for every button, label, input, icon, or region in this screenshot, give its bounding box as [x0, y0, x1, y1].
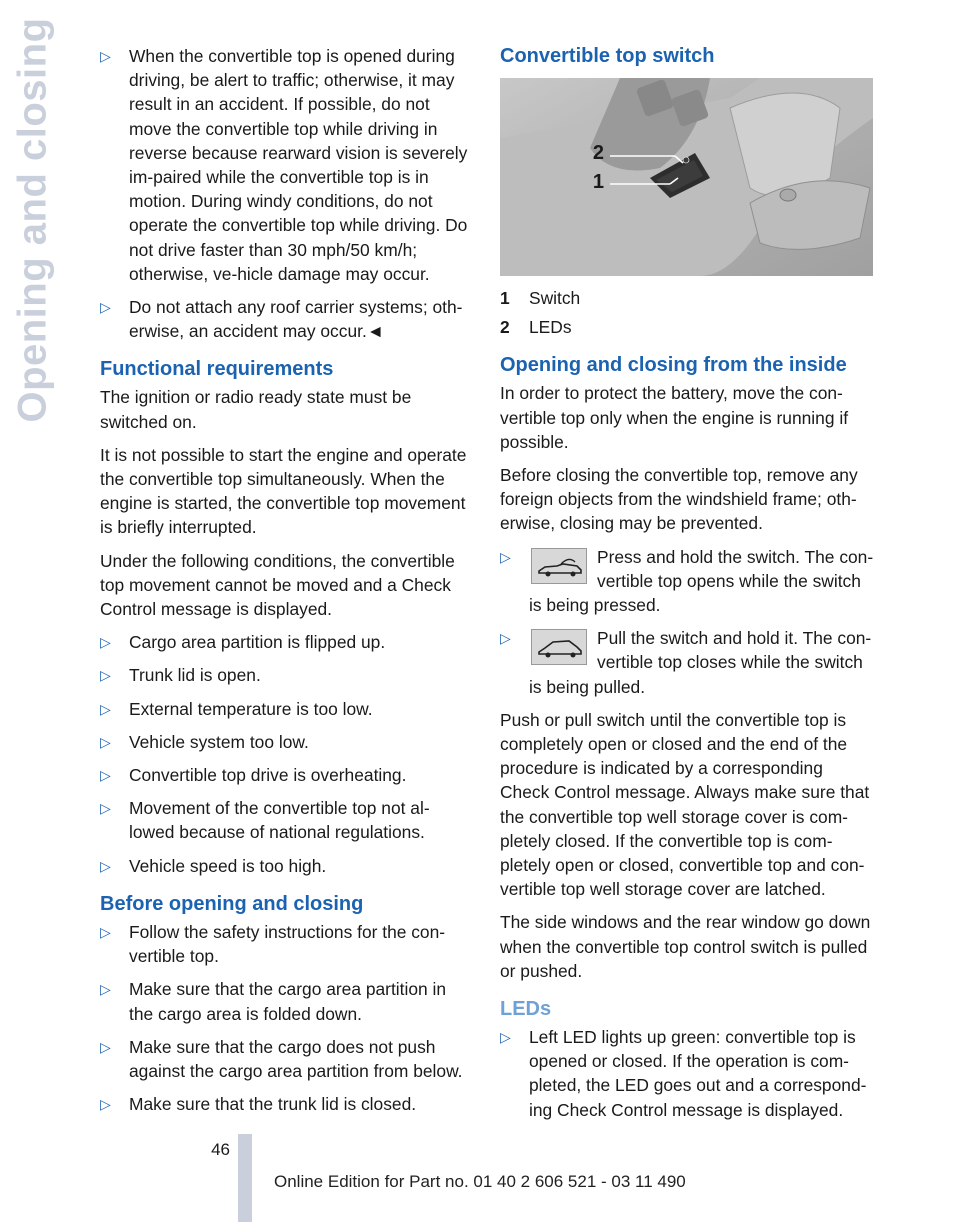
conditions-list [100, 630, 474, 878]
bullet-triangle-icon: ▷ [100, 733, 111, 750]
bullet-triangle-icon: ▷ [100, 800, 111, 817]
paragraph: The side windows and the rear window go down when the convertible top control switch is pulled or pushed. [500, 912, 871, 981]
left-column [100, 44, 474, 1125]
bullet-triangle-icon: ▷ [100, 923, 111, 940]
list-item: ▷ External temperature is too low. [100, 697, 474, 721]
bullet-triangle-icon: ▷ [500, 548, 511, 565]
paragraph: Under the following conditions, the convertible top movement cannot be moved and a Check Control message is displayed. [100, 550, 455, 620]
paragraph: Push or pull switch until the convertible top is completely open or closed and the end of the procedure is indicated by a corresponding Check Control message. Always make sure that the convertible top well storage cover is com-pletely closed. If the convertible top is com-pletely open or closed, convertible top and con-vertible top well storage cover are latched. [500, 709, 870, 900]
bullet-triangle-icon: ▷ [100, 857, 111, 874]
warning-list [100, 44, 474, 343]
bullet-triangle-icon: ▷ [100, 48, 111, 64]
convertible-top-switch-heading: Convertible top switch [500, 45, 715, 67]
legend-item: 1 Switch [500, 288, 581, 308]
photo-label-2: 2 [592, 142, 604, 164]
before-opening-heading: Before opening and closing [100, 892, 364, 915]
bullet-triangle-icon: ▷ [100, 981, 111, 998]
list-item: ▷ Left LED lights up green: convertible top is opened or closed. If the operation is com-pleted, the LED goes out and a correspond-ing Check Control message is displayed. [500, 1027, 867, 1120]
list-item: ▷ Cargo area partition is flipped up. [100, 630, 474, 654]
paragraph: The ignition or radio ready state must be switched on. [100, 387, 412, 432]
bullet-triangle-icon: ▷ [100, 700, 111, 717]
legend-item: 2 LEDs [500, 317, 572, 338]
bullet-triangle-icon: ▷ [500, 630, 511, 647]
list-item: ▷ Movement of the convertible top not al-lowed because of national regulations. [100, 798, 430, 843]
bullet-triangle-icon: ▷ [100, 634, 111, 651]
bullet-triangle-icon: ▷ [100, 767, 111, 784]
list-item: ▷ Make sure that the cargo does not push against the cargo area partition from below. [100, 1036, 463, 1081]
leds-heading: LEDs [500, 998, 552, 1021]
paragraph: Before closing the convertible top, remove any foreign objects from the windshield frame; oth-erwise, closing may be prevented. [500, 465, 858, 534]
page-number: 46 [211, 1140, 230, 1159]
paragraph: In order to protect the battery, move the con-vertible top only when the engine is running if possible. [500, 383, 849, 452]
bullet-triangle-icon: ▷ [100, 299, 111, 316]
list-item: ▷ Make sure that the trunk lid is closed. [100, 1092, 474, 1116]
bullet-triangle-icon: ▷ [100, 1096, 111, 1113]
convertible-open-icon [531, 548, 587, 584]
convertible-close-icon [531, 629, 587, 665]
footer-divider [238, 1134, 252, 1222]
bullet-triangle-icon: ▷ [100, 1038, 111, 1055]
switch-photo [500, 78, 873, 276]
footer-edition-text: Online Edition for Part no. 01 40 2 606 521 - 03 11 490 [274, 1172, 686, 1191]
opening-closing-inside-heading: Opening and closing from the inside [500, 354, 847, 377]
side-section-title: Opening and closing [10, 17, 55, 423]
list-item: ▷ Convertible top drive is overheating. [100, 763, 474, 787]
list-item: ▷ Pull the switch and hold it. The con-vertible top closes while the switch is being pulled. [500, 628, 872, 697]
leds-list [500, 1025, 874, 1122]
list-item: ▷ Make sure that the cargo area partition in the cargo area is folded down. [100, 979, 447, 1024]
list-item: ▷ When the convertible top is opened during driving, be alert to traffic; otherwise, it may result in an accident. If possible, do not move the convertible top while driving in reverse because rearward vision is severely im-paired while the convertible top is in motion. During windy conditions, do not operate the convertible top while driving. Do not drive faster than 30 mph/50 km/h; otherwise, ve-hicle damage may occur. [100, 46, 468, 284]
list-item: ▷ Press and hold the switch. The con-vertible top opens while the switch is being pressed. [500, 546, 874, 616]
functional-requirements-heading: Functional requirements [100, 358, 334, 381]
bullet-triangle-icon: ▷ [500, 1029, 511, 1046]
list-item: ▷ Vehicle system too low. [100, 730, 474, 754]
paragraph: It is not possible to start the engine and operate the convertible top simultaneously. When the engine is started, the convertible top movement is briefly interrupted. [100, 444, 467, 538]
list-item: ▷ Follow the safety instructions for the con-vertible top. [100, 921, 446, 967]
bullet-triangle-icon: ▷ [100, 667, 111, 684]
before-list [100, 920, 474, 1116]
list-item: ▷ Do not attach any roof carrier systems; oth-erwise, an accident may occur.◄ [100, 297, 463, 342]
photo-label-1: 1 [592, 171, 604, 193]
right-column [500, 44, 874, 1131]
list-item: ▷ Vehicle speed is too high. [100, 854, 474, 878]
list-item: ▷ Trunk lid is open. [100, 663, 474, 687]
